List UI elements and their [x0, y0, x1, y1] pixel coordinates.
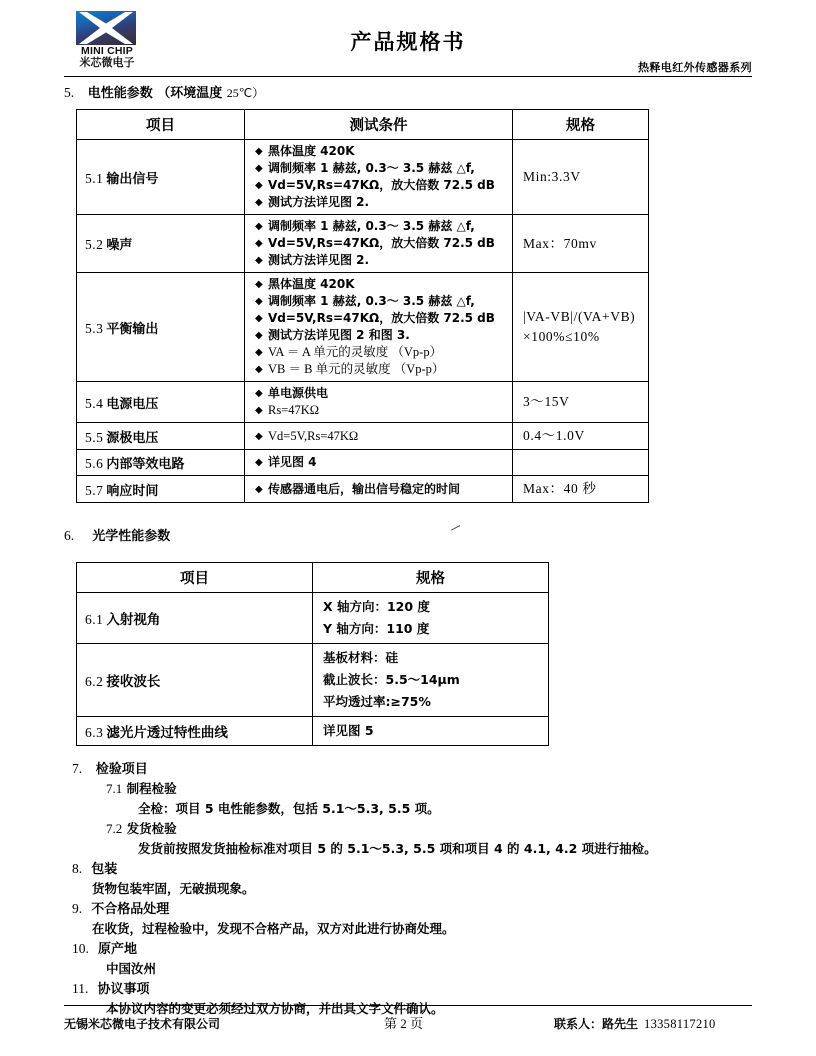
table-row — [77, 273, 649, 382]
section-5-title: 电性能参数 — [87, 86, 153, 101]
diamond-bullet-icon: ◆ — [255, 388, 263, 399]
section-7-2-body: 发货前按照发货抽检标准对项目 5 的 5.1～5.3, 5.5 项和项目 4 的 4.1, 4.2 项进行抽检。 — [138, 841, 657, 856]
row-item-5-2 — [77, 215, 245, 273]
condition-line: ◆ 黑体温度 420K — [255, 277, 355, 291]
condition-line: ◆ Vd=5V,Rs=47KΩ，放大倍数 72.5 dB — [255, 311, 495, 325]
condition-line: ◆ 调制频率 1 赫兹, 0.3～ 3.5 赫兹 △f, — [255, 161, 475, 175]
footer-phone-number: 13358117210 — [644, 1017, 716, 1031]
row-index: 6.3 — [85, 725, 104, 740]
spec-line: 平均透过率:≥75% — [323, 694, 431, 709]
row-item-5-7 — [77, 476, 245, 503]
condition-line: ◆ VA ＝ A 单元的灵敏度 （Vp-p） — [255, 345, 443, 359]
row-item-label: 滤光片透过特性曲线 — [106, 725, 228, 741]
diamond-bullet-icon: ◆ — [255, 279, 263, 290]
row-index: 5.7 — [85, 482, 104, 498]
section-9-heading — [72, 898, 752, 917]
condition-line: ◆ 调制频率 1 赫兹, 0.3～ 3.5 赫兹 △f, — [255, 219, 475, 233]
condition-line: ◆ 调制频率 1 赫兹, 0.3～ 3.5 赫兹 △f, — [255, 294, 475, 308]
logo-text-english: MINI CHIP — [81, 45, 133, 57]
condition-line: ◆ Vd=5V,Rs=47KΩ — [255, 428, 359, 443]
diamond-bullet-icon: ◆ — [255, 255, 263, 266]
row-conditions-5-3 — [245, 273, 513, 382]
section-number: 8. — [72, 861, 83, 876]
row-spec-5-2: Max：70mv — [513, 215, 649, 273]
section-title: 包装 — [91, 862, 118, 877]
row-item-label: 电源电压 — [106, 396, 159, 412]
row-index: 5.3 — [85, 320, 104, 336]
row-index: 6.2 — [85, 674, 104, 689]
row-item-6-2 — [77, 644, 313, 717]
col-header-condition: 测试条件 — [245, 110, 513, 140]
condition-line: ◆ 详见图 4 — [255, 455, 317, 469]
section-title: 协议事项 — [97, 982, 150, 997]
section-6-title: 光学性能参数 — [92, 529, 171, 544]
spec-line: 详见图 5 — [323, 723, 374, 738]
row-spec-5-6 — [513, 450, 649, 476]
spec-formula-line-2: ×100%≤10% — [523, 329, 600, 344]
condition-line: ◆ 黑体温度 420K — [255, 144, 355, 158]
col-header-spec: 规格 — [513, 110, 649, 140]
section-8-body: 货物包装牢固，无破损现象。 — [92, 881, 255, 896]
table-row — [77, 476, 649, 503]
col-header-item: 项目 — [77, 110, 245, 140]
table-row — [77, 593, 549, 644]
section-title: 原产地 — [97, 942, 137, 957]
footer-company: 无锡米芯微电子技术有限公司 — [64, 1017, 221, 1031]
section-5-temperature: 25℃） — [226, 86, 265, 100]
footer-page-number — [384, 1013, 554, 1032]
diamond-bullet-icon: ◆ — [255, 146, 263, 157]
row-conditions-5-5 — [245, 423, 513, 450]
row-item-label: 内部等效电路 — [106, 457, 185, 472]
row-item-6-1 — [77, 593, 313, 644]
electrical-spec-table — [76, 109, 649, 503]
row-item-label: 源极电压 — [106, 430, 159, 446]
section-11-heading — [72, 978, 752, 997]
spec-line: 基板材料：硅 — [323, 650, 399, 665]
diamond-bullet-icon: ◆ — [255, 330, 263, 341]
section-title: 不合格品处理 — [91, 902, 170, 917]
row-item-label: 输出信号 — [106, 171, 159, 187]
subsection-number: 7.2 — [106, 821, 123, 836]
section-7-1-heading — [106, 779, 752, 797]
footer-content — [64, 1013, 752, 1032]
diamond-bullet-icon: ◆ — [255, 163, 263, 174]
diamond-bullet-icon: ◆ — [255, 364, 263, 375]
header-divider — [64, 76, 752, 77]
row-item-label: 响应时间 — [106, 483, 159, 499]
row-spec-6-3 — [313, 717, 549, 746]
condition-line: ◆ 测试方法详见图 2. — [255, 253, 370, 267]
subsection-number: 7.1 — [106, 781, 123, 796]
condition-line: ◆ VB ＝ B 单元的灵敏度 （Vp-p） — [255, 362, 445, 376]
optical-spec-table — [76, 562, 549, 746]
diamond-bullet-icon: ◆ — [255, 296, 263, 307]
condition-line: ◆ Vd=5V,Rs=47KΩ，放大倍数 72.5 dB — [255, 236, 495, 250]
table-row — [77, 717, 549, 746]
row-index: 6.1 — [85, 612, 104, 627]
condition-line: ◆ 单电源供电 — [255, 386, 329, 400]
footer-contact — [554, 1015, 752, 1032]
section-5-heading — [64, 82, 752, 101]
diamond-bullet-icon: ◆ — [255, 430, 263, 442]
spec-line: Y 轴方向：110 度 — [323, 621, 430, 636]
row-item-label: 噪声 — [106, 238, 133, 253]
table-row — [77, 140, 649, 215]
table-row — [77, 382, 649, 423]
subsection-title: 发货检验 — [126, 821, 177, 836]
row-item-label: 接收波长 — [106, 674, 161, 690]
spec-line: 截止波长：5.5～14μm — [323, 672, 460, 687]
spec-formula-line-1: |VA-VB|/(VA+VB) — [523, 309, 636, 324]
section-number: 11. — [72, 981, 89, 996]
row-item-5-4 — [77, 382, 245, 423]
diamond-bullet-icon: ◆ — [255, 197, 263, 208]
row-item-label: 入射视角 — [106, 612, 161, 628]
row-conditions-5-1 — [245, 140, 513, 215]
page-number-text: 第 2 页 — [384, 1016, 424, 1031]
row-spec-5-3 — [513, 273, 649, 382]
row-item-5-1 — [77, 140, 245, 215]
section-7-2-heading — [106, 819, 752, 837]
condition-line: ◆ 测试方法详见图 2. — [255, 195, 370, 209]
table-row — [77, 644, 549, 717]
section-number: 7. — [72, 761, 83, 776]
condition-line: ◆ Vd=5V,Rs=47KΩ，放大倍数 72.5 dB — [255, 178, 495, 192]
footer-contact-label: 联系人：路先生 — [554, 1017, 639, 1031]
row-item-5-5 — [77, 423, 245, 450]
diamond-bullet-icon: ◆ — [255, 405, 263, 416]
col-header-spec: 规格 — [313, 563, 549, 593]
row-item-6-3 — [77, 717, 313, 746]
condition-line: ◆ 传感器通电后，输出信号稳定的时间 — [255, 481, 461, 496]
condition-line: ◆ Rs=47KΩ — [255, 403, 320, 417]
table-header-row — [77, 110, 649, 140]
row-spec-6-2 — [313, 644, 549, 717]
row-index: 5.6 — [85, 456, 104, 471]
logo-text-chinese: 米芯微电子 — [79, 57, 135, 69]
footer-divider — [64, 1005, 752, 1006]
row-conditions-5-4 — [245, 382, 513, 423]
diamond-bullet-icon: ◆ — [255, 457, 263, 468]
col-header-item: 项目 — [77, 563, 313, 593]
section-title: 检验项目 — [95, 762, 148, 777]
row-index: 5.4 — [85, 395, 104, 411]
table-header-row — [77, 563, 549, 593]
document-content — [0, 82, 816, 1017]
section-10-body: 中国汝州 — [106, 961, 157, 976]
row-index: 5.5 — [85, 429, 104, 445]
document-footer — [64, 1005, 752, 1032]
row-item-label: 平衡输出 — [106, 321, 159, 337]
product-series-label: 热释电红外传感器系列 — [638, 61, 752, 74]
section-6-heading — [64, 525, 752, 544]
row-conditions-5-2 — [245, 215, 513, 273]
section-5-suffix: （环境温度 — [157, 86, 223, 101]
section-number: 10. — [72, 941, 89, 956]
document-header — [0, 0, 816, 76]
diamond-bullet-icon: ◆ — [255, 483, 263, 495]
section-10-heading — [72, 938, 752, 957]
row-spec-5-7: Max：40 秒 — [513, 476, 649, 503]
row-index: 5.2 — [85, 237, 104, 252]
numbered-sections — [64, 758, 752, 1017]
spec-line: X 轴方向：120 度 — [323, 599, 430, 614]
diamond-bullet-icon: ◆ — [255, 221, 263, 232]
row-item-5-3 — [77, 273, 245, 382]
section-8-heading — [72, 858, 752, 877]
row-spec-5-4: 3～15V — [513, 382, 649, 423]
section-5-number: 5. — [64, 85, 75, 100]
subsection-title: 制程检验 — [126, 781, 177, 796]
diamond-bullet-icon: ◆ — [255, 313, 263, 324]
row-conditions-5-7 — [245, 476, 513, 503]
section-7-heading — [72, 758, 752, 777]
table-row — [77, 215, 649, 273]
condition-line: ◆ 测试方法详见图 2 和图 3. — [255, 328, 410, 342]
section-6-number: 6. — [64, 528, 75, 543]
diamond-bullet-icon: ◆ — [255, 180, 263, 191]
table-row — [77, 423, 649, 450]
row-spec-5-5: 0.4～1.0V — [513, 423, 649, 450]
row-item-5-6 — [77, 450, 245, 476]
diamond-bullet-icon: ◆ — [255, 238, 263, 249]
section-9-body: 在收货，过程检验中，发现不合格产品，双方对此进行协商处理。 — [92, 921, 455, 936]
section-11-body: 本协议内容的变更必须经过双方协商，并出具文字文件确认。 — [106, 1001, 444, 1016]
row-conditions-5-6 — [245, 450, 513, 476]
diamond-bullet-icon: ◆ — [255, 347, 263, 358]
row-index: 5.1 — [85, 170, 104, 186]
section-7-1-body: 全检：项目 5 电性能参数，包括 5.1～5.3, 5.5 项。 — [138, 801, 440, 816]
section-number: 9. — [72, 901, 83, 916]
document-title: 产品规格书 — [350, 30, 466, 54]
row-spec-6-1 — [313, 593, 549, 644]
row-spec-5-1: Min:3.3V — [513, 140, 649, 215]
table-row — [77, 450, 649, 476]
